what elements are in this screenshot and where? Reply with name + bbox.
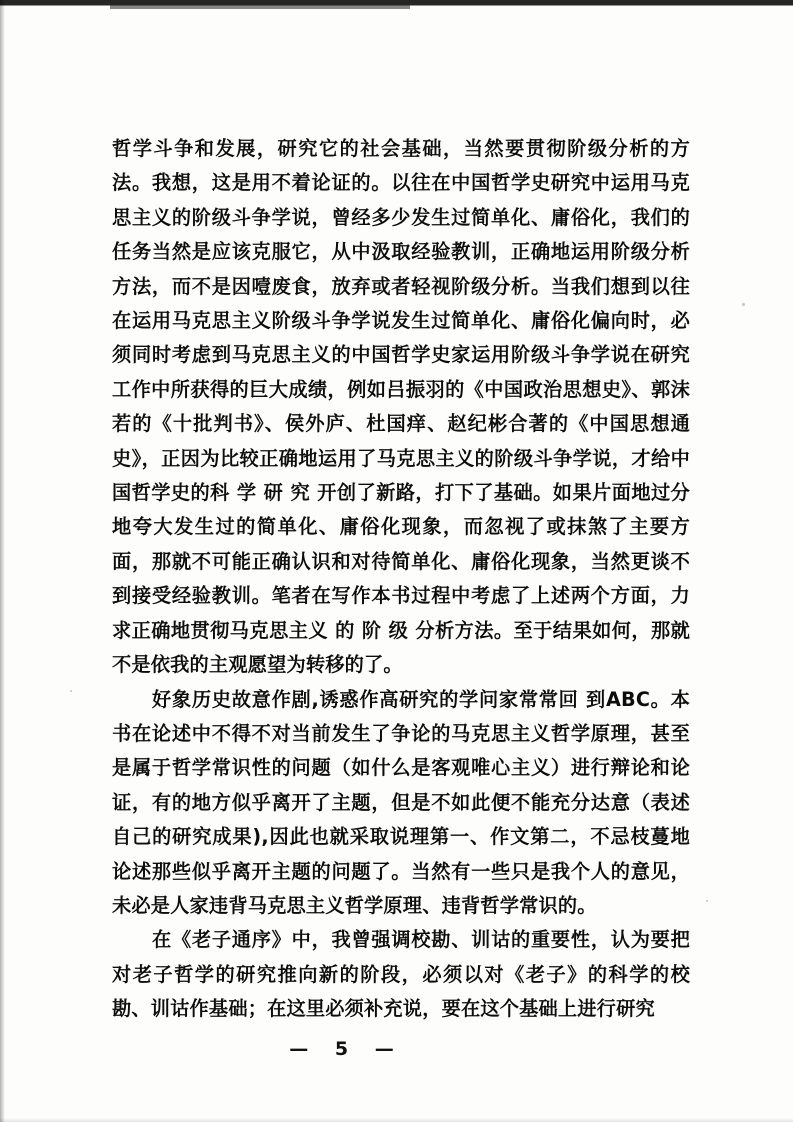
- body-text-block: [112, 132, 690, 1027]
- page-number: — 5 —: [289, 1038, 404, 1060]
- paragraph-3: 在《老子通序》中，我曾强调校勘、训诂的重要性，认为要把对老子哲学的研究推向新的阶段，必须以对《老子》的科学的校勘、训诂作基础；在这里必须补充说，要在这个基础上进行研究: [112, 928, 690, 1021]
- paragraph-2: 好象历史故意作剧,诱惑作高研究的学问家常常回 到ABC。本书在论述中不得不对当前发生了争论的马克思主义哲学原理，甚至是属于哲学常识性的问题（如什么是客观唯心主义）进行辩论和论证，有的地方似乎离开了主题，但是不如此便不能充分达意（表述自己的研究成果),因此也就采取说理第一、作文第二，不忌枝蔓地论述那些似乎离开主题的问题了。当然有一些只是我个人的意见，未必是人家违背马克思主义哲学原理、违背哲学常识的。: [112, 687, 690, 917]
- paper-speckle: [742, 303, 745, 306]
- scan-bottom-edge-shadow: [0, 1118, 793, 1122]
- paper-speckle: [70, 690, 72, 692]
- page-footer: [0, 1038, 793, 1060]
- paper-speckle: [706, 900, 708, 902]
- paragraph-1: 哲学斗争和发展，研究它的社会基础，当然要贯彻阶级分析的方法。我想，这是用不着论证的。以往在中国哲学史研究中运用马克思主义的阶级斗争学说，曾经多少发生过简单化、庸俗化，我们的任务当然是应该克服它，从中汲取经验教训，正确地运用阶级分析方法，而不是因噎废食，放弃或者轻视阶级分析。当我们想到以往在运用马克思主义阶级斗争学说发生过简单化、庸俗化偏向时，必须同时考虑到马克思主义的中国哲学史家运用阶级斗争学说在研究工作中所获得的巨大成绩，例如吕振羽的《中国政治思想史》、郭沫若的《十批判书》、侯外庐、杜国痒、赵纪彬合著的《中国思想通史》，正因为比较正确地运用了马克思主义的阶级斗争学说，才给中国哲学史的科 学 研 究 开创了新路，打下了基础。如果片面地过分地夸大发生过的简单化、庸俗化现象，而忽视了或抹煞了主要方面，那就不可能正确认识和对待简单化、庸俗化现象，当然更谈不到接受经验教训。笔者在写作本书过程中考虑了上述两个方面，力求正确地贯彻马克思主义 的 阶 级 分析方法。至于结果如何，那就不是依我的主观愿望为转移的了。: [112, 137, 690, 677]
- scan-left-edge-shadow: [0, 0, 5, 1122]
- scan-top-artifact: [0, 0, 793, 14]
